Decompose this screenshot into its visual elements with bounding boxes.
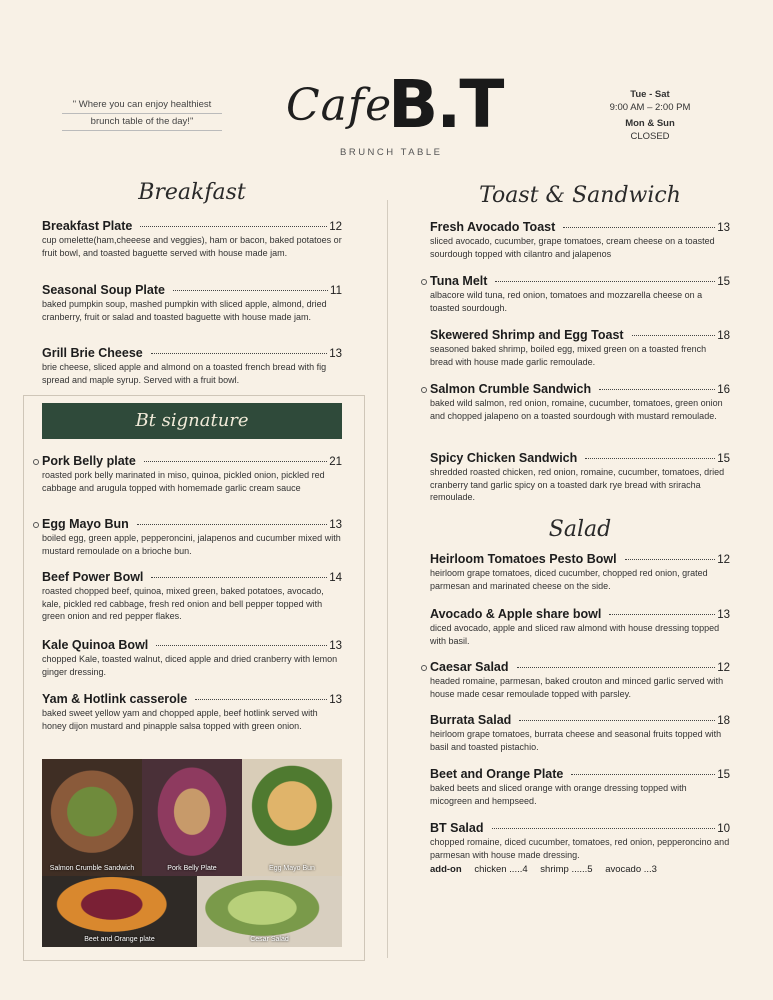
salad-title: Salad <box>548 517 612 542</box>
photo-caesar-salad <box>197 876 342 947</box>
item-description: heirloom grape tomatoes, burrata cheese and seasonal fruits topped with basil and toasted pistachio. <box>430 729 722 752</box>
logo-script: Cafe <box>286 80 393 131</box>
photo-caption: Egg Mayo Bun <box>269 865 315 872</box>
photo-salmon-crumble-sandwich <box>42 759 142 876</box>
salad-addons <box>430 864 657 875</box>
menu-item <box>42 219 342 259</box>
photo-caption: Beet and Orange plate <box>84 936 155 943</box>
tagline-line-1: " Where you can enjoy healthiest <box>62 97 222 114</box>
item-name: Heirloom Tomatoes Pesto Bowl <box>430 552 617 566</box>
logo-subtitle: BRUNCH TABLE <box>340 147 443 158</box>
menu-item <box>430 660 730 700</box>
item-description: baked beets and sliced orange with orange dressing topped with micogreen and hempseed. <box>430 783 687 806</box>
item-name: Pork Belly plate <box>42 454 136 468</box>
item-price: 21 <box>329 456 342 468</box>
item-price: 12 <box>717 662 730 674</box>
item-description: brie cheese, sliced apple and almond on a toasted french bread with fig spread and maple syrup. Served with a fruit bowl. <box>42 362 327 385</box>
menu-item <box>430 328 730 368</box>
item-name: Caesar Salad <box>430 660 509 674</box>
logo-bt: B.T <box>388 66 503 143</box>
photo-egg-mayo-bun <box>242 759 342 876</box>
column-divider <box>387 200 388 958</box>
hours-time-1: 9:00 AM – 2:00 PM <box>609 102 691 113</box>
addon-chicken: chicken .....4 <box>474 864 528 875</box>
photo-caption: Salmon Crumble Sandwich <box>49 865 135 872</box>
menu-item <box>430 821 730 861</box>
item-description: heirloom grape tomatoes, diced cucumber, chopped red onion, grated parmesan and marinated cheese on the side. <box>430 568 708 591</box>
featured-bullet-icon <box>421 665 427 671</box>
item-name: Grill Brie Cheese <box>42 346 143 360</box>
item-price: 14 <box>329 572 342 584</box>
tagline-line-2: brunch table of the day!" <box>62 114 222 131</box>
item-name: BT Salad <box>430 821 484 835</box>
item-description: cup omelette(ham,cheeese and veggies), ham or bacon, baked potatoes or fruit bowl, and toasted baguette served with house made jam. <box>42 235 342 258</box>
item-description: chopped romaine, diced cucumber, tomatoes, red onion, pepperoncino and parmesan with house made dressing. <box>430 837 730 860</box>
featured-bullet-icon <box>33 522 39 528</box>
item-name: Breakfast Plate <box>42 219 133 233</box>
menu-item <box>430 274 730 314</box>
photo-caption: Cesar Salad <box>250 936 289 943</box>
photo-beet-and-orange-plate <box>42 876 197 947</box>
item-price: 13 <box>329 640 342 652</box>
item-price: 13 <box>329 348 342 360</box>
item-name: Egg Mayo Bun <box>42 517 129 531</box>
item-price: 13 <box>329 694 342 706</box>
item-name: Spicy Chicken Sandwich <box>430 451 578 465</box>
item-description: albacore wild tuna, red onion, tomatoes and mozzarella cheese on a toasted sourdough. <box>430 290 703 313</box>
breakfast-title: Breakfast <box>138 180 246 205</box>
item-price: 18 <box>717 330 730 342</box>
menu-item <box>42 346 342 386</box>
item-name: Kale Quinoa Bowl <box>42 638 149 652</box>
menu-item <box>42 638 342 678</box>
featured-bullet-icon <box>33 459 39 465</box>
hours-days-2: Mon & Sun <box>625 118 675 129</box>
item-name: Avocado & Apple share bowl <box>430 607 602 621</box>
item-price: 13 <box>717 222 730 234</box>
addon-label: add-on <box>430 864 462 875</box>
item-name: Beef Power Bowl <box>42 570 144 584</box>
menu-item <box>430 607 730 647</box>
item-description: headed romaine, parmesan, baked crouton and minced garlic served with house made cesar remoulade topped with parsley. <box>430 676 724 699</box>
menu-item <box>430 767 730 807</box>
item-name: Yam & Hotlink casserole <box>42 692 188 706</box>
item-name: Skewered Shrimp and Egg Toast <box>430 328 624 342</box>
menu-item <box>42 692 342 732</box>
menu-item <box>42 283 342 323</box>
menu-item <box>430 552 730 592</box>
addon-avocado: avocado ...3 <box>605 864 657 875</box>
item-price: 12 <box>329 221 342 233</box>
item-price: 15 <box>717 769 730 781</box>
item-price: 11 <box>330 285 342 297</box>
item-price: 13 <box>329 519 342 531</box>
item-name: Fresh Avocado Toast <box>430 220 556 234</box>
item-description: sliced avocado, cucumber, grape tomatoes, cream cheese on a toasted sourdough topped with cilantro and jalapenos <box>430 236 715 259</box>
tagline <box>62 97 222 131</box>
photo-caption: Pork Belly Plate <box>167 865 217 872</box>
featured-bullet-icon <box>421 279 427 285</box>
item-description: baked sweet yellow yam and chopped apple, beef hotlink served with honey dijon mustard and pinapple salsa topped with green onion. <box>42 708 318 731</box>
item-name: Salmon Crumble Sandwich <box>430 382 592 396</box>
item-name: Seasonal Soup Plate <box>42 283 165 297</box>
hours-days-1: Tue - Sat <box>630 89 670 100</box>
item-price: 15 <box>717 276 730 288</box>
item-price: 10 <box>717 823 730 835</box>
item-price: 18 <box>717 715 730 727</box>
opening-hours <box>600 88 700 143</box>
item-name: Tuna Melt <box>430 274 488 288</box>
menu-item <box>430 451 730 504</box>
item-description: baked pumpkin soup, mashed pumpkin with sliced apple, almond, dried cranberry, fruit or salad and toasted baguette with house made jam. <box>42 299 327 322</box>
item-description: roasted chopped beef, quinoa, mixed green, baked potatoes, avocado, kale, pickled red cabbage, fresh red onion and bell pepper topped with green onion and red pepper flakes. <box>42 586 324 621</box>
photo-pork-belly-plate <box>142 759 242 876</box>
item-description: shredded roasted chicken, red onion, romaine, cucumber, tomatoes, dried cranberry tand garlic spicy on a toasted dark rye bread with sriracha remoulade. <box>430 467 725 502</box>
item-description: chopped Kale, toasted walnut, diced apple and dried cranberry with lemon ginger dressing. <box>42 654 338 677</box>
item-description: seasoned baked shrimp, boiled egg, mixed green on a toasted french bread with house made garlic remoulade. <box>430 344 707 367</box>
signature-banner: Bt signature <box>42 403 342 439</box>
menu-item <box>430 713 730 753</box>
item-description: baked wild salmon, red onion, romaine, cucumber, tomatoes, green onion and chopped jalapeno on a toasted sourdough with mustard remoulade. <box>430 398 723 421</box>
menu-item <box>430 220 730 260</box>
item-price: 15 <box>717 453 730 465</box>
menu-item <box>430 382 730 422</box>
menu-item <box>42 454 342 494</box>
item-description: roasted pork belly marinated in miso, quinoa, pickled onion, pickled red cabbage and arugula topped with homemade garlic cream sauce <box>42 470 325 493</box>
menu-item <box>42 517 342 557</box>
item-description: boiled egg, green apple, pepperoncini, jalapenos and cucumber mixed with mustard remoulade on a brioche bun. <box>42 533 341 556</box>
item-name: Burrata Salad <box>430 713 512 727</box>
hours-time-2: CLOSED <box>630 131 670 142</box>
featured-bullet-icon <box>421 387 427 393</box>
addon-shrimp: shrimp ......5 <box>540 864 593 875</box>
item-price: 13 <box>717 609 730 621</box>
item-description: diced avocado, apple and sliced raw almond with house dressing topped with basil. <box>430 623 720 646</box>
item-price: 16 <box>717 384 730 396</box>
toast-sandwich-title: Toast & Sandwich <box>479 183 681 208</box>
item-name: Beet and Orange Plate <box>430 767 564 781</box>
menu-item <box>42 570 342 623</box>
item-price: 12 <box>717 554 730 566</box>
